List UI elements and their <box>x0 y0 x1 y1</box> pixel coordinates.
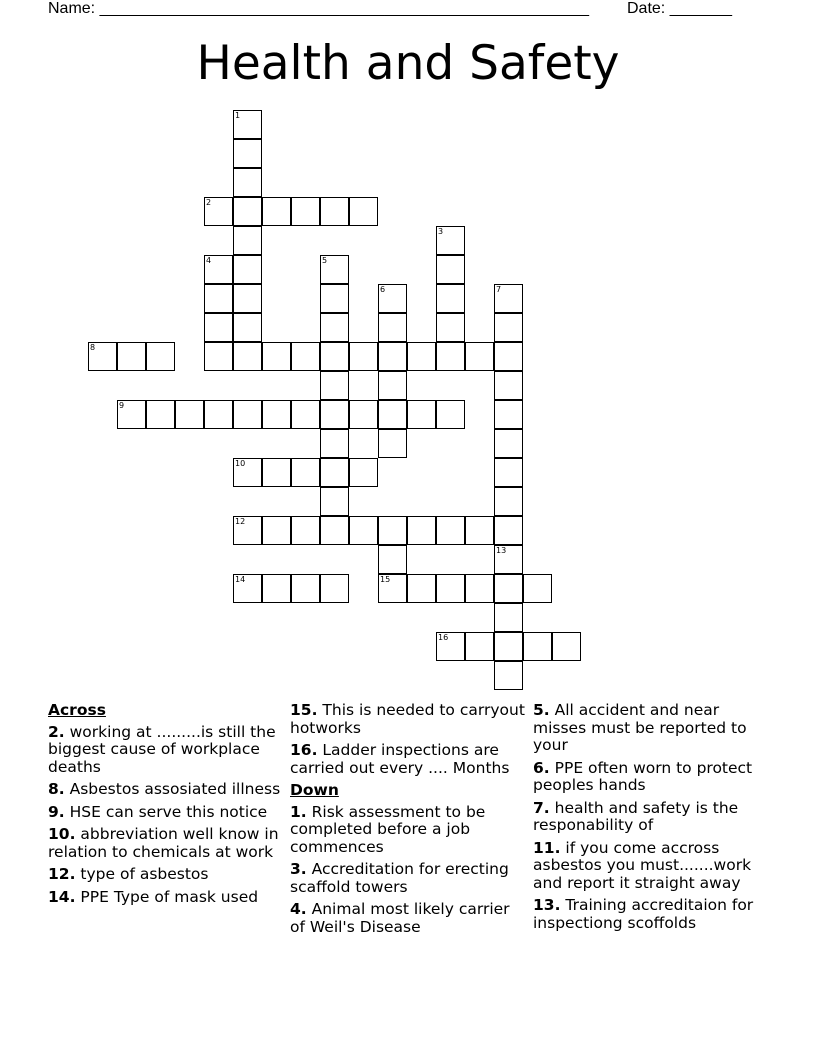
clue-across-2: 2. working at .........is still the biggest cause of workplace deaths <box>48 722 276 776</box>
crossword-cell[interactable] <box>523 632 552 661</box>
clue-number: 8 <box>90 343 96 352</box>
crossword-cell[interactable] <box>291 400 320 429</box>
crossword-cell[interactable] <box>436 255 465 284</box>
crossword-cell[interactable] <box>320 458 349 487</box>
crossword-cell[interactable] <box>349 342 378 371</box>
clue-across-15: 15. This is needed to carryout hotworks <box>290 701 525 737</box>
clue-column-1 <box>48 702 283 911</box>
crossword-cell[interactable] <box>494 400 523 429</box>
clue-number: 10 <box>235 459 246 468</box>
crossword-cell[interactable] <box>465 632 494 661</box>
clue-across-16: 16. Ladder inspections are carried out every .... Months <box>290 741 510 777</box>
clue-number: 3 <box>438 227 444 236</box>
crossword-cell[interactable] <box>233 197 262 226</box>
crossword-cell[interactable] <box>407 342 436 371</box>
page-title: Health and Safety <box>196 36 620 91</box>
clue-number: 14 <box>235 575 246 584</box>
clue-down-3: 3. Accreditation for erecting scaffold towers <box>290 860 509 896</box>
crossword-cell[interactable] <box>320 516 349 545</box>
crossword-cell[interactable] <box>320 400 349 429</box>
crossword-cell[interactable] <box>262 516 291 545</box>
crossword-cell[interactable] <box>378 429 407 458</box>
crossword-cell[interactable] <box>117 400 146 429</box>
crossword-cell[interactable] <box>291 197 320 226</box>
crossword-cell[interactable] <box>233 342 262 371</box>
crossword-cell[interactable] <box>378 516 407 545</box>
crossword-cell[interactable] <box>291 342 320 371</box>
across-heading: Across <box>48 701 106 719</box>
crossword-cell[interactable] <box>465 342 494 371</box>
crossword-cell[interactable] <box>291 574 320 603</box>
crossword-cell[interactable] <box>436 313 465 342</box>
crossword-cell[interactable] <box>233 458 262 487</box>
crossword-cell[interactable] <box>233 400 262 429</box>
date-field[interactable]: Date: _______ <box>627 0 732 17</box>
clue-down-4: 4. Animal most likely carrier of Weil's Disease <box>290 900 510 936</box>
crossword-cell[interactable] <box>552 632 581 661</box>
clue-down-11: 11. if you come accross asbestos you must.......work and report it straight away <box>533 838 752 892</box>
crossword-cell[interactable] <box>320 284 349 313</box>
crossword-cell[interactable] <box>233 574 262 603</box>
crossword-cell[interactable] <box>262 574 291 603</box>
crossword-cell[interactable] <box>233 110 262 139</box>
crossword-cell[interactable] <box>378 371 407 400</box>
crossword-cell[interactable] <box>146 342 175 371</box>
clue-number: 7 <box>496 285 502 294</box>
crossword-cell[interactable] <box>117 342 146 371</box>
crossword-cell[interactable] <box>494 371 523 400</box>
clue-number: 16 <box>438 633 449 642</box>
crossword-cell[interactable] <box>494 545 523 574</box>
clue-down-13: 13. Training accreditaion for inspectiong scoffolds <box>533 896 754 932</box>
crossword-cell[interactable] <box>494 574 523 603</box>
clue-number: 5 <box>322 256 328 265</box>
crossword-cell[interactable] <box>320 371 349 400</box>
clue-down-1: 1. Risk assessment to be completed before a job commences <box>290 802 486 856</box>
crossword-cell[interactable] <box>349 516 378 545</box>
clue-across-8: 8. Asbestos assosiated illness <box>48 780 281 798</box>
down-heading: Down <box>290 781 339 799</box>
crossword-cell[interactable] <box>146 400 175 429</box>
crossword-cell[interactable] <box>262 400 291 429</box>
clue-number: 12 <box>235 517 246 526</box>
crossword-cell[interactable] <box>88 342 117 371</box>
crossword-cell[interactable] <box>494 603 523 632</box>
crossword-cell[interactable] <box>378 284 407 313</box>
clue-number: 6 <box>380 285 386 294</box>
clue-number: 13 <box>496 546 507 555</box>
crossword-cell[interactable] <box>233 516 262 545</box>
clue-column-2 <box>290 702 525 941</box>
crossword-cell[interactable] <box>378 342 407 371</box>
crossword-cell[interactable] <box>320 255 349 284</box>
clue-number: 9 <box>119 401 125 410</box>
crossword-cell[interactable] <box>494 632 523 661</box>
crossword-cell[interactable] <box>291 516 320 545</box>
crossword-cell[interactable] <box>204 197 233 226</box>
clue-down-5: 5. All accident and near misses must be reported to your <box>533 701 747 754</box>
crossword-cell[interactable] <box>291 458 320 487</box>
crossword-cell[interactable] <box>233 226 262 255</box>
crossword-cell[interactable] <box>378 400 407 429</box>
clue-across-14: 14. PPE Type of mask used <box>48 887 259 906</box>
crossword-cell[interactable] <box>465 574 494 603</box>
crossword-cell[interactable] <box>436 226 465 255</box>
crossword-cell[interactable] <box>175 400 204 429</box>
crossword-cell[interactable] <box>494 284 523 313</box>
clue-across-10: 10. abbreviation well know in relation to chemicals at work <box>48 825 279 861</box>
crossword-cell[interactable] <box>204 342 233 371</box>
clue-down-7: 7. health and safety is the responability of <box>533 798 739 834</box>
crossword-cell[interactable] <box>436 284 465 313</box>
crossword-cell[interactable] <box>233 313 262 342</box>
crossword-cell[interactable] <box>320 342 349 371</box>
crossword-cell[interactable] <box>436 632 465 661</box>
crossword-cell[interactable] <box>233 284 262 313</box>
crossword-cell[interactable] <box>204 400 233 429</box>
name-field[interactable]: Name: _______________________________________________________ <box>48 0 589 17</box>
clue-number: 1 <box>235 111 241 120</box>
crossword-cell[interactable] <box>262 197 291 226</box>
crossword-cell[interactable] <box>320 197 349 226</box>
crossword-cell[interactable] <box>349 458 378 487</box>
clue-number: 2 <box>206 198 212 207</box>
clue-number: 4 <box>206 256 212 265</box>
crossword-cell[interactable] <box>233 168 262 197</box>
crossword-cell[interactable] <box>407 400 436 429</box>
crossword-cell[interactable] <box>465 516 494 545</box>
crossword-cell[interactable] <box>378 574 407 603</box>
clue-across-9: 9. HSE can serve this notice <box>48 802 268 821</box>
crossword-cell[interactable] <box>378 545 407 574</box>
crossword-cell[interactable] <box>349 197 378 226</box>
crossword-cell[interactable] <box>320 487 349 516</box>
crossword-cell[interactable] <box>494 313 523 342</box>
crossword-cell[interactable] <box>262 342 291 371</box>
crossword-cell[interactable] <box>320 429 349 458</box>
crossword-cell[interactable] <box>494 429 523 458</box>
crossword-cell[interactable] <box>233 255 262 284</box>
crossword-cell[interactable] <box>378 313 407 342</box>
crossword-cell[interactable] <box>204 284 233 313</box>
crossword-cell[interactable] <box>407 516 436 545</box>
crossword-cell[interactable] <box>407 574 436 603</box>
clue-across-12: 12. type of asbestos <box>48 865 209 883</box>
crossword-cell[interactable] <box>320 574 349 603</box>
clue-column-3 <box>533 702 768 937</box>
crossword-cell[interactable] <box>436 574 465 603</box>
crossword-cell[interactable] <box>494 516 523 545</box>
crossword-cell[interactable] <box>494 342 523 371</box>
crossword-cell[interactable] <box>320 313 349 342</box>
crossword-cell[interactable] <box>494 487 523 516</box>
crossword-cell[interactable] <box>436 516 465 545</box>
crossword-cell[interactable] <box>494 661 523 690</box>
crossword-cell[interactable] <box>494 458 523 487</box>
crossword-cell[interactable] <box>523 574 552 603</box>
crossword-cell[interactable] <box>204 255 233 284</box>
crossword-cell[interactable] <box>204 313 233 342</box>
crossword-cell[interactable] <box>436 400 465 429</box>
clue-down-6: 6. PPE often worn to protect peoples hands <box>533 758 753 794</box>
clue-number: 15 <box>380 575 391 584</box>
crossword-cell[interactable] <box>349 400 378 429</box>
crossword-cell[interactable] <box>262 458 291 487</box>
crossword-cell[interactable] <box>436 342 465 371</box>
crossword-cell[interactable] <box>233 139 262 168</box>
